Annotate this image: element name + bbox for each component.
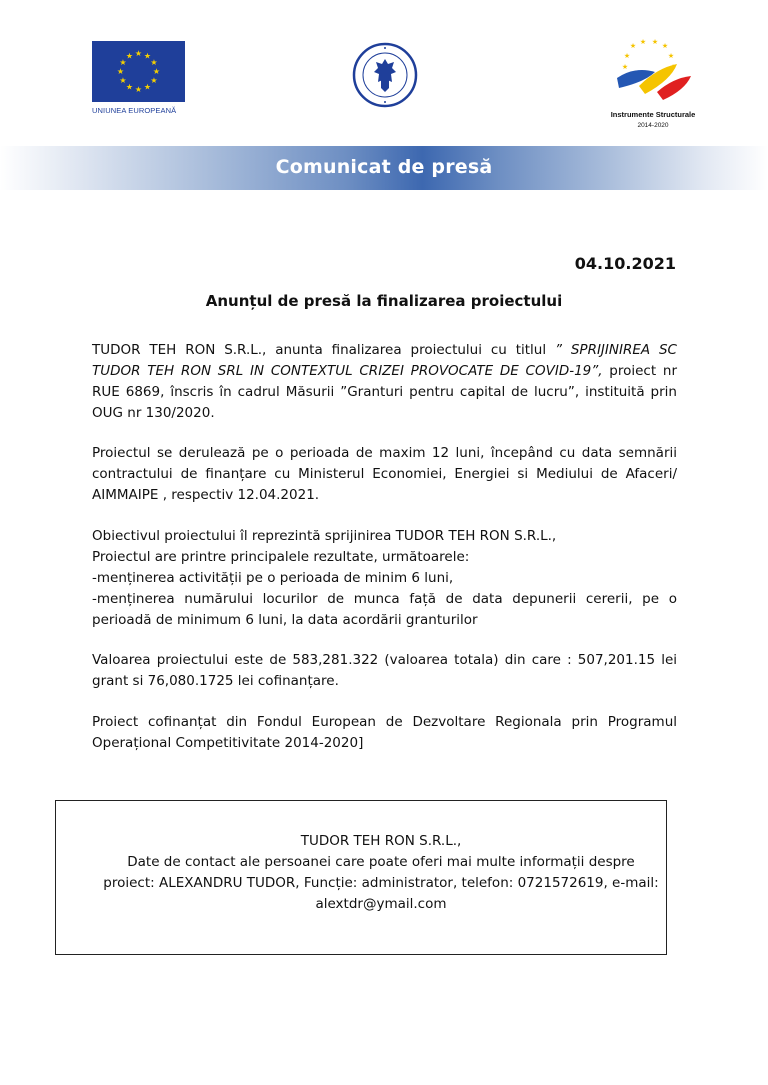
svg-text:★: ★ — [116, 67, 125, 76]
instrumente-structurale-logo — [605, 38, 701, 130]
paragraph-value: Valoarea proiectului este de 583,281.322 (valoarea totala) din care : 507,201.15 lei grant si 76,080.1725 lei cofinanțare. — [92, 652, 677, 689]
svg-text:★: ★ — [143, 82, 152, 92]
contact-info — [101, 831, 661, 915]
svg-text:★: ★ — [150, 76, 158, 85]
contact-company: TUDOR TEH RON S.R.L., — [300, 833, 462, 849]
svg-text:★: ★ — [667, 52, 675, 60]
intro-text-pre: TUDOR TEH RON S.R.L., anunta finalizarea proiectului cu titlul — [92, 342, 555, 358]
svg-text:★: ★ — [125, 51, 134, 61]
svg-text:★: ★ — [143, 51, 152, 61]
results-intro-line: Proiectul are printre principalele rezultate, următoarele: — [92, 549, 470, 565]
result-item: -menținerea numărului locurilor de munca față de data depunerii cererii, pe o perioadă de minimum 6 luni, la data acordării granturilor — [92, 591, 677, 628]
svg-text:★: ★ — [623, 52, 631, 60]
paragraph-funding: Proiect cofinanțat din Fondul European de Dezvoltare Regionala prin Programul Operațional Competitivitate 2014-2020] — [92, 714, 677, 751]
contact-details: Date de contact ale persoanei care poate oferi mai multe informații despre proiect: ALEXANDRU TUDOR, Funcție: administrator, telefon: 0721572619, e-mail: alextdr@ymail.com — [103, 854, 659, 912]
contact-box — [55, 800, 667, 955]
svg-text:★: ★ — [661, 42, 669, 50]
paragraph-duration: Proiectul se derulează pe o perioada de maxim 12 luni, începând cu data semnării contractului de finanțare cu Ministerul Economiei, Energiei si Mediului de Afaceri/ AIMMAIPE , respectiv 12.04.2021. — [92, 445, 677, 503]
eu-flag-icon — [92, 41, 185, 102]
svg-text:★: ★ — [119, 76, 127, 85]
press-release-banner — [0, 146, 768, 190]
release-date: 04.10.2021 — [574, 254, 676, 273]
banner-title: Comunicat de presă — [275, 156, 493, 178]
instrumente-structurale-icon — [605, 38, 701, 104]
result-item: -menținerea activității pe o perioada de minim 6 luni, — [92, 570, 454, 586]
intro-text-post: proiect nr RUE 6869, înscris în cadrul Măsurii ”Granturi pentru capital de lucru”, instituită prin OUG nr 130/2020. — [92, 363, 677, 421]
paragraph-objectives — [92, 526, 677, 631]
svg-text:★: ★ — [119, 58, 127, 67]
guvernul-romaniei-seal-icon — [352, 42, 418, 108]
svg-text:★: ★ — [125, 82, 134, 92]
is-caption: Instrumente Structurale — [610, 110, 696, 119]
eu-caption: UNIUNEA EUROPEANĂ — [92, 106, 177, 115]
eu-logo — [92, 41, 185, 115]
objective-line: Obiectivul proiectului îl reprezintă sprijinirea TUDOR TEH RON S.R.L., — [92, 528, 557, 544]
svg-text:★: ★ — [134, 49, 143, 58]
svg-text:★: ★ — [621, 63, 629, 71]
svg-text:★: ★ — [639, 38, 647, 46]
paragraph-intro — [92, 340, 677, 424]
is-years: 2014-2020 — [637, 122, 669, 129]
svg-text:★: ★ — [629, 42, 637, 50]
svg-text:★: ★ — [134, 85, 143, 94]
svg-text:★: ★ — [651, 38, 659, 46]
svg-text:★: ★ — [152, 67, 161, 76]
document-title: Anunțul de presă la finalizarea proiectului — [205, 292, 563, 310]
svg-text:★: ★ — [150, 58, 158, 67]
project-title: ” SPRIJINIREA SC TUDOR TEH RON SRL IN CONTEXTUL CRIZEI PROVOCATE DE COVID-19”, — [92, 342, 677, 379]
